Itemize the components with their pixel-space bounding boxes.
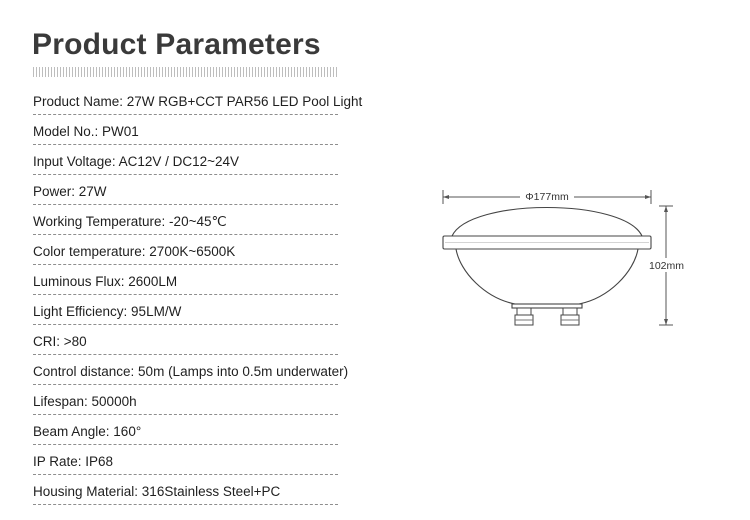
param-product-name: Product Name: 27W RGB+CCT PAR56 LED Pool Light (33, 85, 338, 115)
terminal-screws (515, 308, 579, 325)
param-model-no: Model No.: PW01 (33, 115, 338, 145)
lamp-body (443, 208, 651, 309)
parameter-list (33, 85, 363, 505)
param-luminous-flux: Luminous Flux: 2600LM (33, 265, 338, 295)
param-ip-rate: IP Rate: IP68 (33, 445, 338, 475)
param-cri: CRI: >80 (33, 325, 338, 355)
param-control-distance: Control distance: 50m (Lamps into 0.5m underwater) (33, 355, 338, 385)
param-light-efficiency: Light Efficiency: 95LM/W (33, 295, 338, 325)
height-label: 102mm (649, 260, 685, 272)
title-underline-ticks (33, 67, 339, 77)
param-lifespan: Lifespan: 50000h (33, 385, 338, 415)
param-input-voltage: Input Voltage: AC12V / DC12~24V (33, 145, 338, 175)
param-housing-material: Housing Material: 316Stainless Steel+PC (33, 475, 338, 505)
param-power: Power: 27W (33, 175, 338, 205)
page-title: Product Parameters (32, 28, 321, 61)
param-working-temperature: Working Temperature: -20~45℃ (33, 205, 338, 235)
param-color-temperature: Color temperature: 2700K~6500K (33, 235, 338, 265)
lamp-dimension-drawing (430, 180, 700, 340)
param-beam-angle: Beam Angle: 160° (33, 415, 338, 445)
diameter-label: Φ177mm (525, 191, 569, 203)
